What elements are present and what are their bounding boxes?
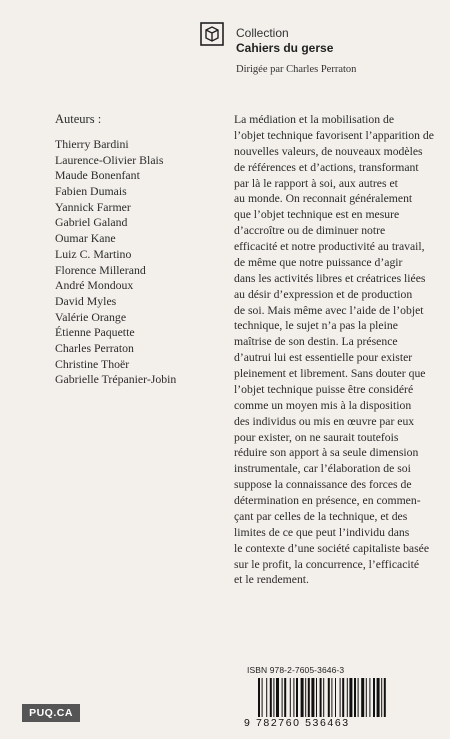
author-name: Maude Bonenfant [55, 168, 140, 183]
publisher-badge: PUQ.CA [22, 704, 80, 722]
author-name: David Myles [55, 293, 117, 308]
description-line: dans les activités libres et créatrices liées [234, 271, 426, 285]
description-line: l’objet technique favorisent l’apparition de [234, 128, 434, 142]
isbn-label: ISBN 978-2-7605-3646-3 [247, 665, 345, 675]
description-line: des individus ou mis en œuvre par eux [234, 414, 415, 428]
description-line: l’objet technique puisse être considéré [234, 382, 414, 396]
authors-list [55, 137, 176, 388]
description-line: sur le profit, la concurrence, l’efficacité [234, 557, 420, 571]
back-cover-description [234, 112, 434, 588]
author-name: Florence Millerand [55, 262, 146, 277]
description-line: réduire son apport à sa seule dimension [234, 446, 419, 460]
description-line: pleinement et librement. Sans douter que [234, 367, 426, 380]
collection-director: Dirigée par Charles Perraton [236, 64, 357, 75]
description-line: le contexte d’une société capitaliste basée [234, 541, 430, 555]
description-line: et le rendement. [234, 573, 309, 587]
author-name: Luiz C. Martino [55, 246, 132, 261]
description-line: çant par celles de la technique, et des [234, 509, 408, 523]
author-name: Gabriel Galand [55, 215, 128, 230]
description-line: comme un moyen mis à la disposition [234, 398, 412, 412]
authors-heading: Auteurs : [55, 112, 102, 126]
author-name: Oumar Kane [55, 231, 116, 246]
description-line: maîtrise de son destin. La présence [234, 335, 398, 349]
author-name: Thierry Bardini [55, 137, 129, 151]
description-line: limites de ce que peut l’individu dans [234, 525, 410, 539]
collection-name: Cahiers du gerse [236, 41, 334, 55]
description-line: de soi. Mais même avec l’aide de l’objet [234, 303, 424, 317]
author-name: Charles Perraton [55, 340, 134, 355]
author-name: Étienne Paquette [55, 325, 135, 340]
description-line: au désir d’expression et de production [234, 287, 413, 301]
author-name: Valérie Orange [55, 309, 127, 324]
description-line: d’autrui lui est essentielle pour exister [234, 351, 413, 365]
barcode-digits: 9 782760 536463 [244, 717, 432, 729]
author-name: Yannick Farmer [55, 199, 131, 214]
description-line: technique, le sujet n’a pas la pleine [234, 319, 398, 333]
description-line: de références et d’actions, transformant [234, 160, 419, 174]
author-name: Gabrielle Trépanier-Jobin [55, 372, 177, 387]
description-line: que l’objet technique est en mesure [234, 208, 400, 222]
barcode [244, 678, 432, 728]
description-line: de même que notre puissance d’agir [234, 255, 403, 269]
description-line: pour exister, on ne saurait toutefois [234, 430, 399, 444]
description-line: détermination en présence, en commen- [234, 494, 421, 507]
author-name: Laurence-Olivier Blais [55, 152, 164, 167]
description-line: par là le rapport à soi, aux autres et [234, 176, 398, 190]
author-name: André Mondoux [55, 278, 134, 293]
description-line: nouvelles valeurs, de nouveaux modèles [234, 144, 423, 158]
cube-icon [200, 22, 224, 46]
description-line: La médiation et la mobilisation de [234, 113, 395, 126]
description-line: d’accroître ou de diminuer notre [234, 224, 386, 238]
description-line: instrumentale, car l’élaboration de soi [234, 462, 411, 476]
description-line: suppose la connaissance des forces de [234, 478, 412, 492]
collection-label: Collection [236, 26, 289, 40]
description-line: efficacité et notre productivité au travail, [234, 240, 425, 253]
author-name: Christine Thoër [55, 356, 130, 371]
author-name: Fabien Dumais [55, 184, 127, 199]
description-line: au monde. On reconnait généralement [234, 192, 413, 206]
